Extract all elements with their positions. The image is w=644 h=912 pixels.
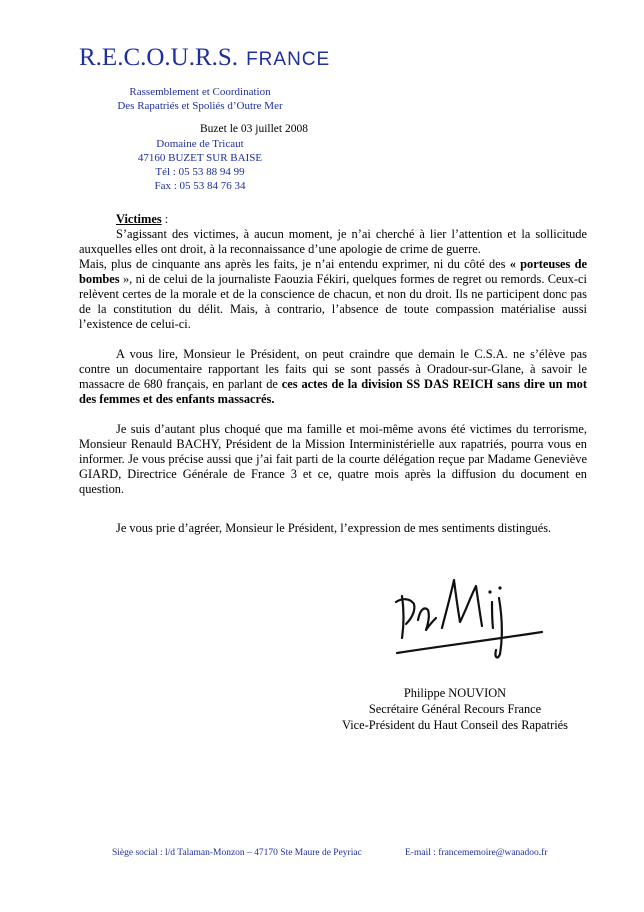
paragraph-4: Je suis d’autant plus choqué que ma famille et moi-même avons été victimes du terrorisme, Monsieur Renauld BACHY, Président de la Mission Interministérielle aux rapatriés, pourra vous en informer. Je vous précise aussi que j’ai fait parti de la courte délégation reçue par Madame Geneviève GIARD, Directrice Générale de France 3 et ce, quatre mois après la diffusion du document en question.	[79, 422, 587, 496]
paragraph-2	[79, 257, 587, 332]
signer-block	[320, 685, 590, 733]
address-phone: Tél : 05 53 88 94 99	[155, 166, 245, 178]
organization-subtitle-line2: Des Rapatriés et Spoliés d’Outre Mer	[117, 100, 283, 112]
section-heading: Victimes	[116, 212, 162, 226]
address-line1: Domaine de Tricaut	[156, 138, 244, 150]
paragraph-2-bold: « porteuses de bombes	[79, 257, 587, 286]
paragraph-3-bold: ces actes de la division SS DAS REICH sans dire un mot des femmes et des enfants massacrés.	[79, 377, 587, 406]
date-line: Buzet le 03 juillet 2008	[200, 123, 308, 135]
paragraph-1: S’agissant des victimes, à aucun moment, je n’ai cherché à lier l’attention et la sollicitude auxquelles elles ont droit, à la reconnaissance d’une apologie de crime de guerre.	[79, 227, 587, 256]
paragraph-3-text: A vous lire, Monsieur le Président, on peut craindre que demain le C.S.A. ne s’élève pas contre un documentaire rapportant les faits qui se sont passés à Oradour-sur-Glane, à savoir le massacre de 680 français, en parlant de	[79, 347, 587, 391]
address-line2: 47160 BUZET SUR BAISE	[137, 152, 263, 164]
address-fax: Fax : 05 53 84 76 34	[154, 180, 246, 192]
letter-body	[79, 212, 587, 536]
section-heading-line	[79, 212, 587, 227]
organization-subtitle-line1: Rassemblement et Coordination	[129, 86, 271, 98]
footer-address: Siège social : l/d Talaman-Monzon – 47170 Ste Maure de Peyriac	[112, 848, 362, 858]
paragraph-2-text-b: », ni de celui de la journaliste Faouzia Fékiri, quelques formes de regret ou remords. Ceux-ci relèvent certes de la morale et de la conscience de chacun, et non du droit. Ils ne participent donc pas de la constitution du délit. Mais, à contrario, l’absence de toute compassion matérialise aussi l’existence de celui-ci.	[79, 272, 587, 331]
signer-title-1: Secrétaire Général Recours France	[368, 702, 542, 716]
paragraph-2-text-a: Mais, plus de cinquante ans après les faits, je n’ai entendu exprimer, ni du côté des	[79, 257, 510, 271]
organization-suffix: FRANCE	[246, 49, 331, 70]
organization-name	[79, 44, 330, 72]
handwritten-signature	[350, 558, 575, 673]
footer-email: E-mail : francememoire@wanadoo.fr	[405, 848, 548, 858]
closing-paragraph: Je vous prie d’agréer, Monsieur le Président, l’expression de mes sentiments distingués.	[116, 521, 552, 535]
section-heading-tail: :	[161, 212, 169, 226]
sender-address	[110, 137, 290, 193]
signer-name: Philippe NOUVION	[403, 686, 507, 700]
signer-title-2: Vice-Président du Haut Conseil des Rapatriés	[341, 718, 569, 732]
organization-subtitle	[100, 85, 300, 113]
organization-acronym: R.E.C.O.U.R.S.	[79, 44, 239, 71]
paragraph-3	[79, 347, 587, 407]
